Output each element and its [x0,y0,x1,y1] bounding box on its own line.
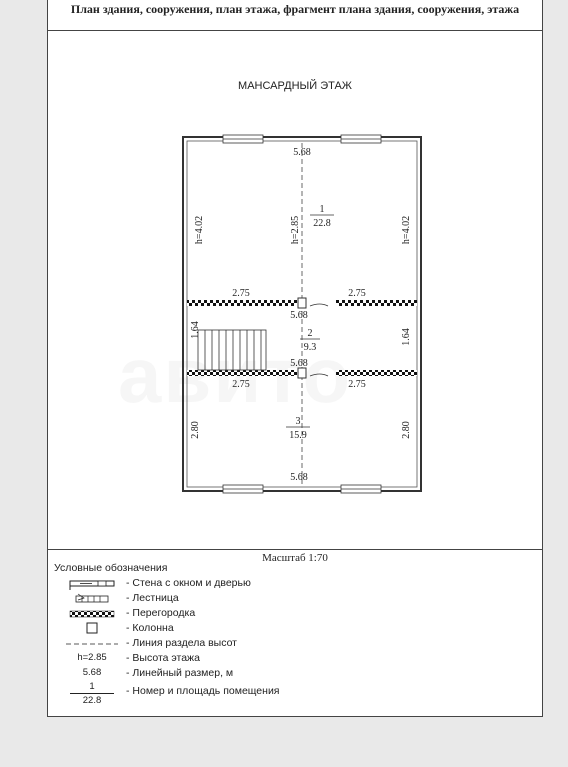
room-1-height-right: h=4.02 [401,215,412,245]
door-1 [310,304,328,306]
window-bottom-left [223,485,263,493]
height-divider-icon [66,636,118,651]
partition-2-left-dimension: 2.75 [232,379,250,390]
document-title: План здания, сооружения, план этажа, фрагмент плана здания, сооружения, этажа [70,2,520,16]
room-3-left-dimension: 2.80 [190,421,201,439]
window-bottom-right [341,485,381,493]
floor-name: МАНСАРДНЫЙ ЭТАЖ [238,80,352,92]
room-3-area: 15.9 [289,430,307,441]
partition-1-left [187,300,297,306]
column-1 [298,298,306,308]
dimension-sample: 5.68 [82,667,102,678]
partition-1-right [336,300,417,306]
scale-label: Масштаб 1:70 [262,552,328,564]
staircase [198,330,266,370]
column-icon [66,621,118,636]
partition-icon [66,606,118,621]
room-1-number: 1 [319,204,325,215]
room-3-number: 3 [295,416,301,427]
legend [54,562,354,707]
legend-item: - Лестница [54,591,354,606]
floor-plan [48,30,542,549]
legend-item: - Перегородка [54,606,354,621]
bottom-dimension: 5.68 [290,472,308,483]
room-2-area: 9.3 [303,342,317,353]
legend-item: - Линия раздела высот [54,636,354,651]
room-2-right-dimension: 1.64 [401,328,412,346]
height-sample: h=2.85 [77,652,107,663]
wall-window-door-icon [66,576,118,591]
room-2-number: 2 [307,328,313,339]
legend-item: h=2.85 - Высота этажа [54,651,354,666]
legend-item: 5.68 - Линейный размер, м [54,666,354,681]
room-3-right-dimension: 2.80 [401,421,412,439]
room-1-height-left: h=4.02 [194,215,205,245]
partition-2-right-dimension: 2.75 [348,379,366,390]
door-2 [310,374,328,376]
document-title-box [48,0,542,31]
top-dimension: 5.68 [293,147,311,158]
column-2 [298,368,306,378]
window-top-right [341,135,381,143]
partition-1-right-dimension: 2.75 [348,288,366,299]
fraction-line [70,693,114,694]
window-top-left [223,135,263,143]
room-2-left-dimension: 1.64 [190,321,201,339]
stairs-icon [66,591,118,606]
partition-1-center-dimension: 5.68 [290,310,308,321]
partition-2-right [336,370,417,376]
plan-sheet [47,0,543,717]
room-1-height-center: h=2.85 [290,215,301,245]
legend-item: - Колонна [54,621,354,636]
legend-heading: Условные обозначения [54,562,168,574]
partition-2-left [187,370,297,376]
partition-1-left-dimension: 2.75 [232,288,250,299]
room-1-area: 22.8 [313,218,331,229]
partition-2-center-dimension: 5.68 [290,358,308,369]
legend-item: - Стена с окном и дверью [54,576,354,591]
room-number-sample: 1 22.8 [66,681,118,707]
legend-item: 1 22.8 - Номер и площадь помещения [54,681,354,707]
